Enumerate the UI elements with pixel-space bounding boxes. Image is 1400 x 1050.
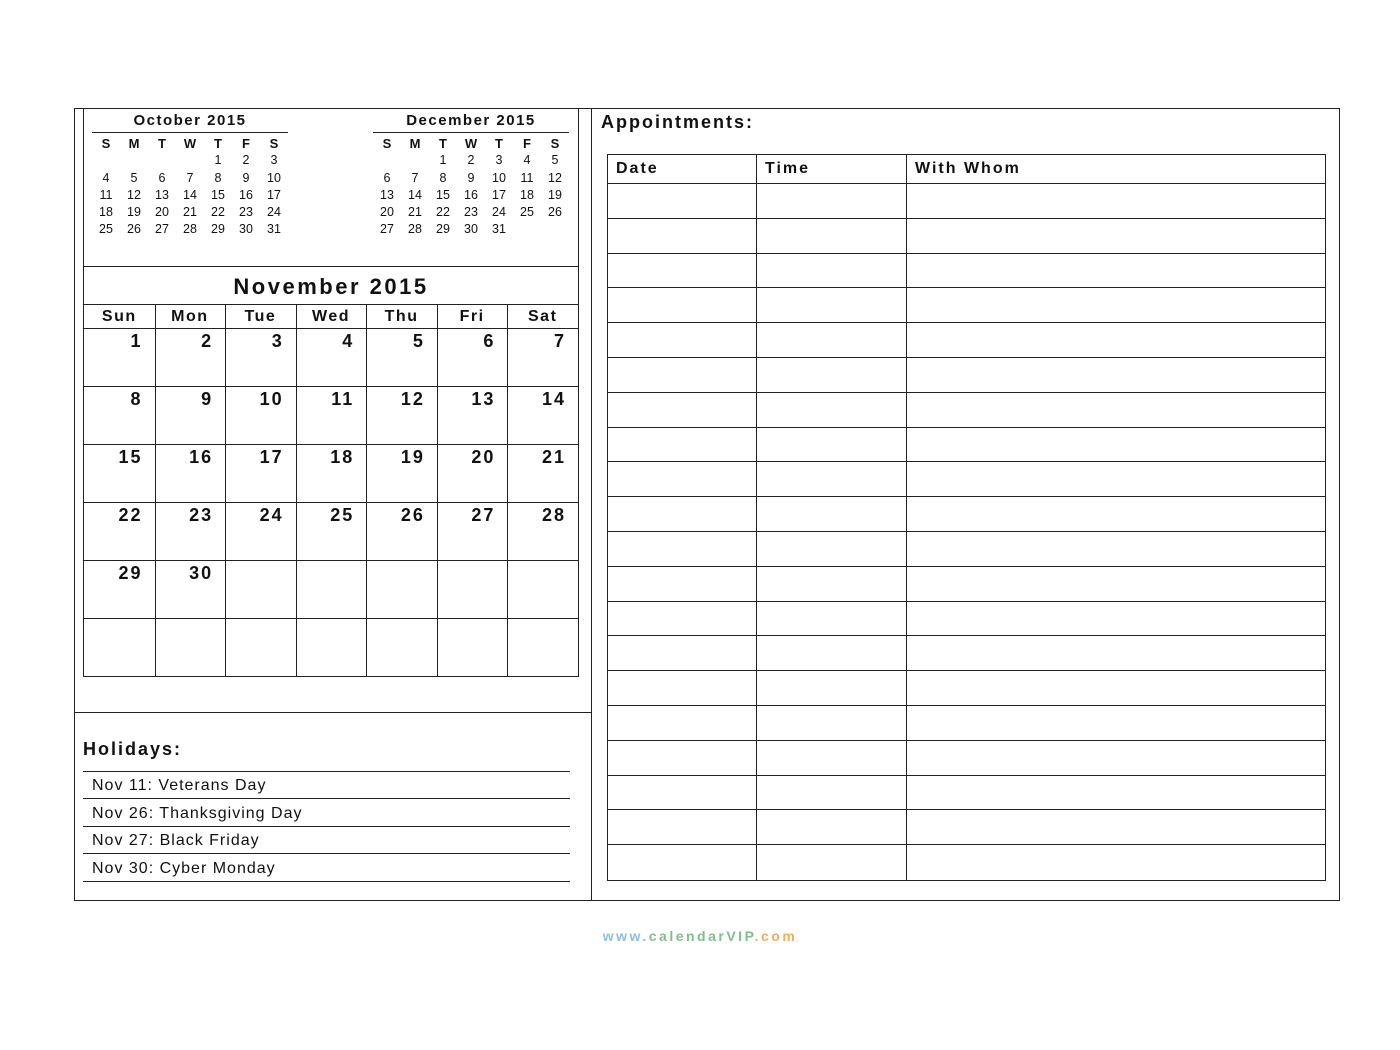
day-cell: 8	[214, 170, 222, 185]
holiday-item: Nov 27: Black Friday	[83, 827, 570, 854]
day-cell[interactable]: 20	[471, 447, 496, 467]
weekday-label: Wed	[312, 308, 350, 325]
column-header-date: Date	[616, 160, 659, 177]
column-divider	[591, 108, 592, 901]
day-cell[interactable]	[155, 618, 226, 676]
day-cell[interactable]: 3	[271, 331, 284, 351]
day-cell[interactable]	[296, 618, 367, 676]
table-row-line	[608, 218, 1325, 219]
day-cell: 28	[183, 222, 197, 237]
day-cell[interactable]: 1	[130, 331, 143, 351]
day-cell[interactable]: 27	[471, 505, 496, 525]
day-cell: 30	[464, 222, 478, 237]
day-cell: 5	[130, 170, 138, 185]
day-cell	[120, 152, 148, 169]
day-cell: 31	[492, 222, 506, 237]
holiday-item: Nov 26: Thanksgiving Day	[83, 800, 570, 827]
day-cell	[120, 239, 148, 256]
day-cell: 26	[127, 222, 141, 237]
table-row-line	[608, 601, 1325, 602]
day-cell[interactable]	[437, 618, 508, 676]
weekday-label: Sun	[101, 308, 137, 325]
table-row-line	[608, 496, 1325, 497]
day-cell: 14	[183, 187, 197, 202]
day-cell: 28	[408, 222, 422, 237]
appointments-title: Appointments:	[601, 112, 754, 132]
day-cell	[373, 152, 401, 169]
footer-brand: calendarVIP	[648, 928, 755, 944]
day-cell[interactable]: 19	[400, 447, 425, 467]
day-cell: 4	[102, 170, 110, 185]
day-cell: 13	[155, 187, 169, 202]
day-cell[interactable]	[507, 560, 578, 618]
day-cell: 30	[239, 222, 253, 237]
day-cell: 23	[239, 205, 253, 220]
table-row-line	[608, 844, 1325, 845]
holidays-rule	[74, 712, 592, 713]
day-cell: 22	[211, 205, 225, 220]
main-calendar-title: November 2015	[233, 274, 429, 299]
day-cell	[176, 152, 204, 169]
day-cell[interactable]: 13	[471, 389, 496, 409]
day-cell: 20	[380, 205, 394, 220]
mini-calendar-grid	[373, 135, 569, 256]
weekday-label: S	[550, 136, 560, 151]
day-cell[interactable]: 8	[130, 389, 143, 409]
weekday-label: W	[464, 136, 478, 151]
day-cell[interactable]	[507, 618, 578, 676]
table-row-line	[608, 322, 1325, 323]
day-cell: 12	[548, 170, 562, 185]
day-cell: 29	[211, 222, 225, 237]
day-cell: 10	[492, 170, 506, 185]
day-cell: 25	[520, 205, 534, 220]
day-cell[interactable]	[225, 618, 296, 676]
weekday-label: Tue	[244, 308, 277, 325]
day-cell: 4	[523, 153, 531, 168]
mini-calendar-title: December 2015	[373, 111, 569, 133]
table-row-line	[608, 392, 1325, 393]
day-cell: 11	[520, 170, 534, 185]
table-row-line	[608, 670, 1325, 671]
day-cell[interactable]	[437, 560, 508, 618]
table-row-line	[608, 635, 1325, 636]
day-cell: 29	[436, 222, 450, 237]
day-cell: 14	[408, 187, 422, 202]
table-row-line	[608, 253, 1325, 254]
weekday-header-row	[84, 305, 578, 328]
table-row-line	[608, 357, 1325, 358]
column-header-time: Time	[765, 160, 811, 177]
day-cell[interactable]: 25	[330, 505, 355, 525]
day-cell	[401, 152, 429, 169]
column-header-with-whom: With Whom	[915, 160, 1021, 177]
weekday-label: S	[101, 136, 111, 151]
weekday-label: Sat	[528, 308, 558, 325]
day-cell: 7	[411, 170, 419, 185]
day-cell	[92, 152, 120, 169]
table-row-line	[608, 775, 1325, 776]
day-cell[interactable]: 17	[259, 447, 284, 467]
table-col-line	[906, 155, 907, 880]
holiday-item: Nov 30: Cyber Monday	[83, 855, 570, 882]
weekday-label: T	[214, 136, 222, 151]
day-cell: 6	[158, 170, 166, 185]
weekday-label: T	[439, 136, 447, 151]
day-cell[interactable]: 6	[483, 331, 496, 351]
day-cell[interactable]: 22	[118, 505, 143, 525]
footer-url[interactable]	[0, 928, 1400, 944]
day-cell: 19	[548, 187, 562, 202]
day-cell: 16	[464, 187, 478, 202]
day-cell: 24	[492, 205, 506, 220]
table-row-line	[608, 566, 1325, 567]
day-cell[interactable]: 21	[541, 447, 566, 467]
day-cell: 27	[155, 222, 169, 237]
day-cell: 15	[436, 187, 450, 202]
weekday-label: W	[183, 136, 197, 151]
mini-calendar-october	[92, 111, 288, 256]
day-cell: 6	[383, 170, 391, 185]
table-row-line	[608, 461, 1325, 462]
weekday-label: S	[269, 136, 279, 151]
weekday-label: Fri	[459, 308, 485, 325]
day-cell[interactable]: 10	[259, 389, 284, 409]
holidays-title: Holidays:	[83, 739, 183, 759]
day-cell: 7	[186, 170, 194, 185]
day-cell: 21	[408, 205, 422, 220]
day-cell: 2	[467, 153, 475, 168]
day-cell: 1	[439, 153, 447, 168]
day-cell[interactable]	[296, 560, 367, 618]
day-cell: 9	[242, 170, 250, 185]
day-cell: 15	[211, 187, 225, 202]
day-cell: 8	[439, 170, 447, 185]
footer-suffix: .com	[754, 928, 798, 944]
weekday-label: M	[409, 136, 421, 151]
day-cell[interactable]: 16	[189, 447, 214, 467]
day-cell: 10	[267, 170, 281, 185]
table-row-line	[608, 287, 1325, 288]
day-cell: 26	[548, 205, 562, 220]
day-cell[interactable]	[366, 560, 437, 618]
day-cell: 12	[127, 187, 141, 202]
day-cell[interactable]: 23	[189, 505, 214, 525]
day-cell[interactable]: 24	[259, 505, 284, 525]
table-row-line	[608, 183, 1325, 184]
day-cell: 27	[380, 222, 394, 237]
table-row-line	[608, 427, 1325, 428]
day-cell[interactable]	[366, 618, 437, 676]
weekday-label: M	[128, 136, 140, 151]
day-cell: 23	[464, 205, 478, 220]
day-cell[interactable]: 11	[331, 389, 355, 409]
day-cell[interactable]: 4	[342, 331, 355, 351]
main-calendar-days	[84, 328, 578, 676]
mini-calendar-title: October 2015	[92, 111, 288, 133]
day-cell: 21	[183, 205, 197, 220]
day-cell[interactable]: 14	[541, 389, 566, 409]
day-cell	[541, 221, 569, 238]
day-cell[interactable]: 28	[541, 505, 566, 525]
day-cell: 5	[551, 153, 559, 168]
footer-prefix: www.	[602, 928, 649, 944]
day-cell: 22	[436, 205, 450, 220]
appointments-table	[607, 154, 1326, 881]
holiday-item: Nov 11: Veterans Day	[83, 772, 570, 799]
day-cell: 16	[239, 187, 253, 202]
day-cell[interactable]: 2	[201, 331, 214, 351]
day-cell[interactable]: 26	[400, 505, 425, 525]
day-cell[interactable]: 7	[553, 331, 566, 351]
day-cell[interactable]: 15	[118, 447, 143, 467]
day-cell[interactable]: 30	[189, 563, 214, 583]
day-cell: 13	[380, 187, 394, 202]
table-row-line	[608, 809, 1325, 810]
table-col-line	[756, 155, 757, 880]
day-cell[interactable]: 9	[201, 389, 214, 409]
day-cell: 20	[155, 205, 169, 220]
mini-calendar-grid	[92, 135, 288, 256]
day-cell[interactable]: 12	[400, 389, 425, 409]
day-cell: 9	[467, 170, 475, 185]
mini-section-rule	[84, 266, 578, 267]
table-row-line	[608, 705, 1325, 706]
day-cell: 18	[520, 187, 534, 202]
day-cell: 31	[267, 222, 281, 237]
table-row-line	[608, 531, 1325, 532]
weekday-label: T	[495, 136, 503, 151]
day-cell[interactable]: 18	[330, 447, 355, 467]
day-cell: 17	[492, 187, 506, 202]
day-cell	[92, 239, 120, 256]
day-cell: 3	[495, 153, 503, 168]
day-cell	[148, 152, 176, 169]
day-cell	[373, 239, 401, 256]
weekday-label: T	[158, 136, 166, 151]
weekday-label: Thu	[384, 308, 419, 325]
day-cell: 2	[242, 153, 250, 168]
table-row-line	[608, 740, 1325, 741]
weekday-label: F	[523, 136, 531, 151]
day-cell[interactable]: 5	[412, 331, 425, 351]
day-cell: 19	[127, 205, 141, 220]
day-cell	[513, 221, 541, 238]
day-cell[interactable]	[84, 618, 155, 676]
day-cell: 24	[267, 205, 281, 220]
weekday-label: S	[382, 136, 392, 151]
day-cell: 11	[99, 187, 113, 202]
day-cell[interactable]	[225, 560, 296, 618]
day-cell: 17	[267, 187, 281, 202]
day-cell: 1	[214, 153, 222, 168]
mini-calendar-december	[373, 111, 569, 256]
weekday-label: Mon	[171, 308, 209, 325]
day-cell[interactable]: 29	[118, 563, 143, 583]
day-cell: 25	[99, 222, 113, 237]
day-cell: 3	[270, 153, 278, 168]
day-cell: 18	[99, 205, 113, 220]
weekday-label: F	[242, 136, 250, 151]
